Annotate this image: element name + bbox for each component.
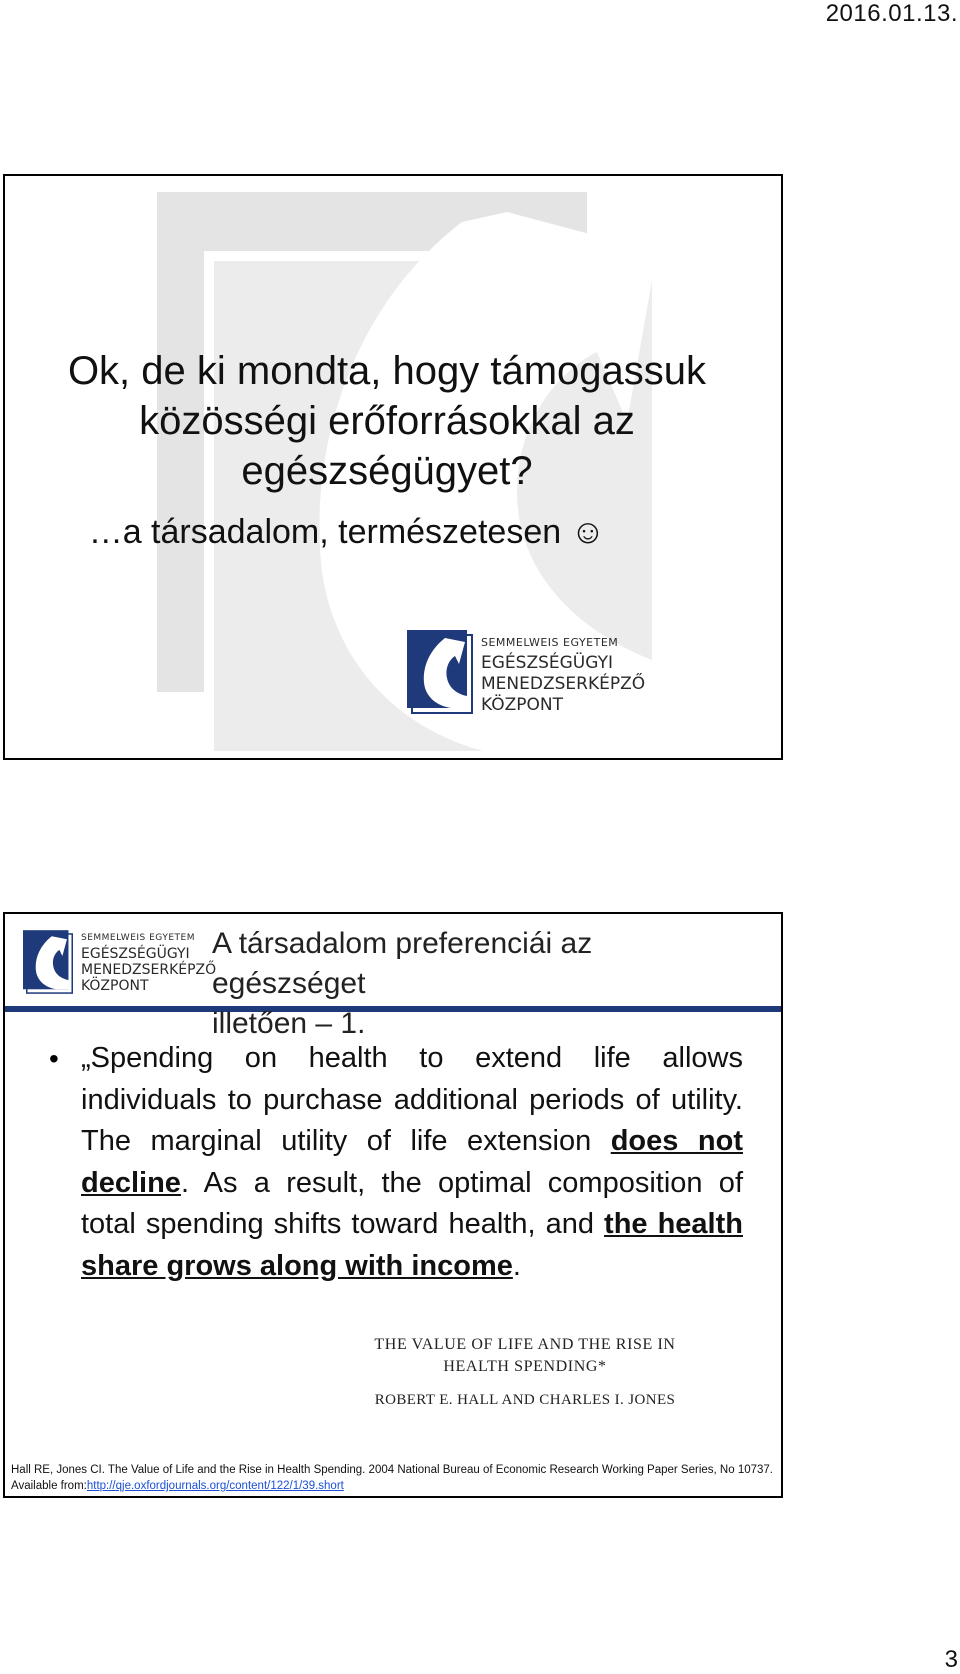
bullet-dot-icon: • xyxy=(49,1043,59,1074)
semmelweis-logo-icon xyxy=(407,630,473,714)
title-line-2: közösségi erőforrásokkal az xyxy=(139,399,635,443)
slide-2-title xyxy=(212,924,752,1044)
slide-1-subtitle: …a társadalom, természetesen ☺ xyxy=(88,513,606,551)
paper-authors: ROBERT E. HALL AND CHARLES I. JONES xyxy=(374,1392,676,1408)
logo-line-4: KÖZPONT xyxy=(81,978,149,994)
bullet-emphasis-1: does not decline xyxy=(81,1125,743,1199)
slide-1-title xyxy=(3,346,777,496)
bullet-text xyxy=(81,1038,743,1287)
title-line-1: A társadalom preferenciái az egészséget xyxy=(212,927,593,1000)
logo-line-4: KÖZPONT xyxy=(481,695,563,715)
bullet-text-part-1: „Spending on health to extend life allows individuals to purchase additional periods of utility. The marginal utility of life extension xyxy=(81,1042,743,1157)
logo-text xyxy=(481,632,645,716)
title-line-1: Ok, de ki mondta, hogy támogassuk xyxy=(67,349,707,393)
slide-2-header xyxy=(5,914,781,1040)
bullet-emphasis-2: the health share grows along with income xyxy=(81,1208,743,1282)
logo-line-3: MENEDZSERKÉPZŐ xyxy=(481,674,646,694)
title-line-2: illetően – 1. xyxy=(212,1007,366,1040)
logo-line-2: EGÉSZSÉGÜGYI xyxy=(481,653,613,673)
bullet-text-part-2: . As a result, the optimal composition of total spending shifts toward health, and xyxy=(81,1166,743,1240)
citation-link[interactable]: http://qje.oxfordjournals.org/content/122/1/39.short xyxy=(86,1480,344,1492)
bullet-text-part-3: . xyxy=(512,1249,521,1282)
logo-text xyxy=(81,930,216,994)
citation xyxy=(11,1462,777,1494)
logo-line-3: MENEDZSERKÉPZŐ xyxy=(81,962,217,978)
logo-line-1: SEMMELWEIS EGYETEM xyxy=(81,933,195,943)
slide-1 xyxy=(3,174,783,760)
header-logo xyxy=(23,930,217,1004)
institution-logo xyxy=(407,630,657,722)
logo-line-1: SEMMELWEIS EGYETEM xyxy=(481,636,619,649)
logo-line-2: EGÉSZSÉGÜGYI xyxy=(81,946,190,962)
slide-2 xyxy=(3,912,783,1498)
page-number: 3 xyxy=(944,1646,958,1673)
citation-text: Hall RE, Jones CI. The Value of Life and the Rise in Health Spending. 2004 National Bureau of Economic Research Working Paper Series, No 10737. Available from: xyxy=(11,1464,773,1492)
paper-header xyxy=(315,1334,735,1409)
bullet-item xyxy=(49,1038,743,1287)
page-date: 2016.01.13. xyxy=(825,0,958,27)
title-line-3: egészségügyet? xyxy=(241,449,533,493)
paper-title: THE VALUE OF LIFE AND THE RISE IN HEALTH SPENDING* xyxy=(374,1336,676,1375)
semmelweis-logo-icon xyxy=(23,930,73,994)
